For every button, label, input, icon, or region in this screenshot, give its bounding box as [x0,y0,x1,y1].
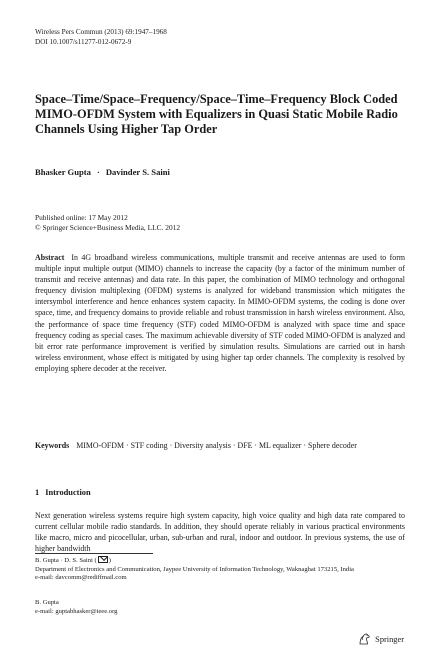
author-list [35,167,170,177]
affiliation-text: Department of Electronics and Communication, Jaypee University of Information Technology, Waknaghat 173215, India [35,565,354,573]
published-date: Published online: 17 May 2012 [35,213,128,222]
footnote-second-author [35,599,405,616]
envelope-icon [98,556,108,563]
running-header [35,27,167,47]
footnote-author: B. Gupta [35,599,59,606]
email-link[interactable]: e-mail: guptabhasker@ieee.org [35,607,118,615]
abstract-text: In 4G broadband wireless communications, multiple transmit and receive antennas are used to form multiple input multiple output (MIMO) channels to increase the capacity (by a factor of the minimum number of transmit and receive antennas) and data rate. In this paper, the combination of MIMO technology and orthogonal frequency division multiplexing (OFDM) systems is analyzed for wideband transmission which mitigates the intersymbol interference and hence enhances system capacity. In MIMO-OFDM systems, the coding is done over space, time, and frequency domains to provide reliable and robust transmission in harsh wireless environment. Also, the performance of space time frequency (STF) coded MIMO-OFDM is analyzed with space time and space frequency coding as special cases. The maximum achievable diversity of STF coded MIMO-OFDM is analyzed and bit error rate performance improvement is verified by simulation results. Simulations are carried out in harsh wireless environment, whose effect is mitigated by using higher tap order channels. The complexity is resolved by employing sphere decoder at the receiver. [35,253,405,373]
section-title: Introduction [45,488,91,497]
keywords-label: Keywords [35,441,70,450]
publisher-logo [358,633,404,645]
section-number: 1 [35,488,40,497]
section-heading [35,488,91,497]
abstract-label: Abstract [35,253,65,262]
footnote-rule [35,553,153,554]
copyright-notice: © Springer Science+Business Media, LLC. 2012 [35,223,181,232]
paper-title: Space–Time/Space–Frequency/Space–Time–Frequency Block Coded MIMO-OFDM System with Equalizers in Quasi Static Mobile Radio Channels Using Higher Tap Order [35,92,398,137]
doi: DOI 10.1007/s11277-012-0672-9 [35,38,132,46]
footnote-affiliation [35,557,405,583]
keywords-text: MIMO-OFDM · STF coding · Diversity analysis · DFE · ML equalizer · Sphere decoder [76,441,357,450]
keywords [35,440,405,451]
section-body: Next generation wireless systems require high system capacity, high voice quality and high data rate compared to current cellular mobile radio standards. In addition, they should operate reliably in various practical environments like macro, micro and picocellular, urban, sub-urban and rural, indoor and outdoor. In previous systems, the use of higher bandwidth [35,511,405,554]
journal-citation: Wireless Pers Commun (2013) 69:1947–1968 [35,28,167,36]
footnote-authors: B. Gupta · D. S. Saini ( ) [35,557,111,565]
publisher-name: Springer [375,634,404,644]
publication-info [35,213,180,233]
abstract [35,252,405,374]
author-separator: · [96,167,100,177]
author-name: Davinder S. Saini [105,167,170,177]
author-name: Bhasker Gupta [35,167,91,177]
email-link[interactable]: e-mail: davcomm@rediffmail.com [35,574,127,582]
springer-horse-icon [358,633,371,645]
